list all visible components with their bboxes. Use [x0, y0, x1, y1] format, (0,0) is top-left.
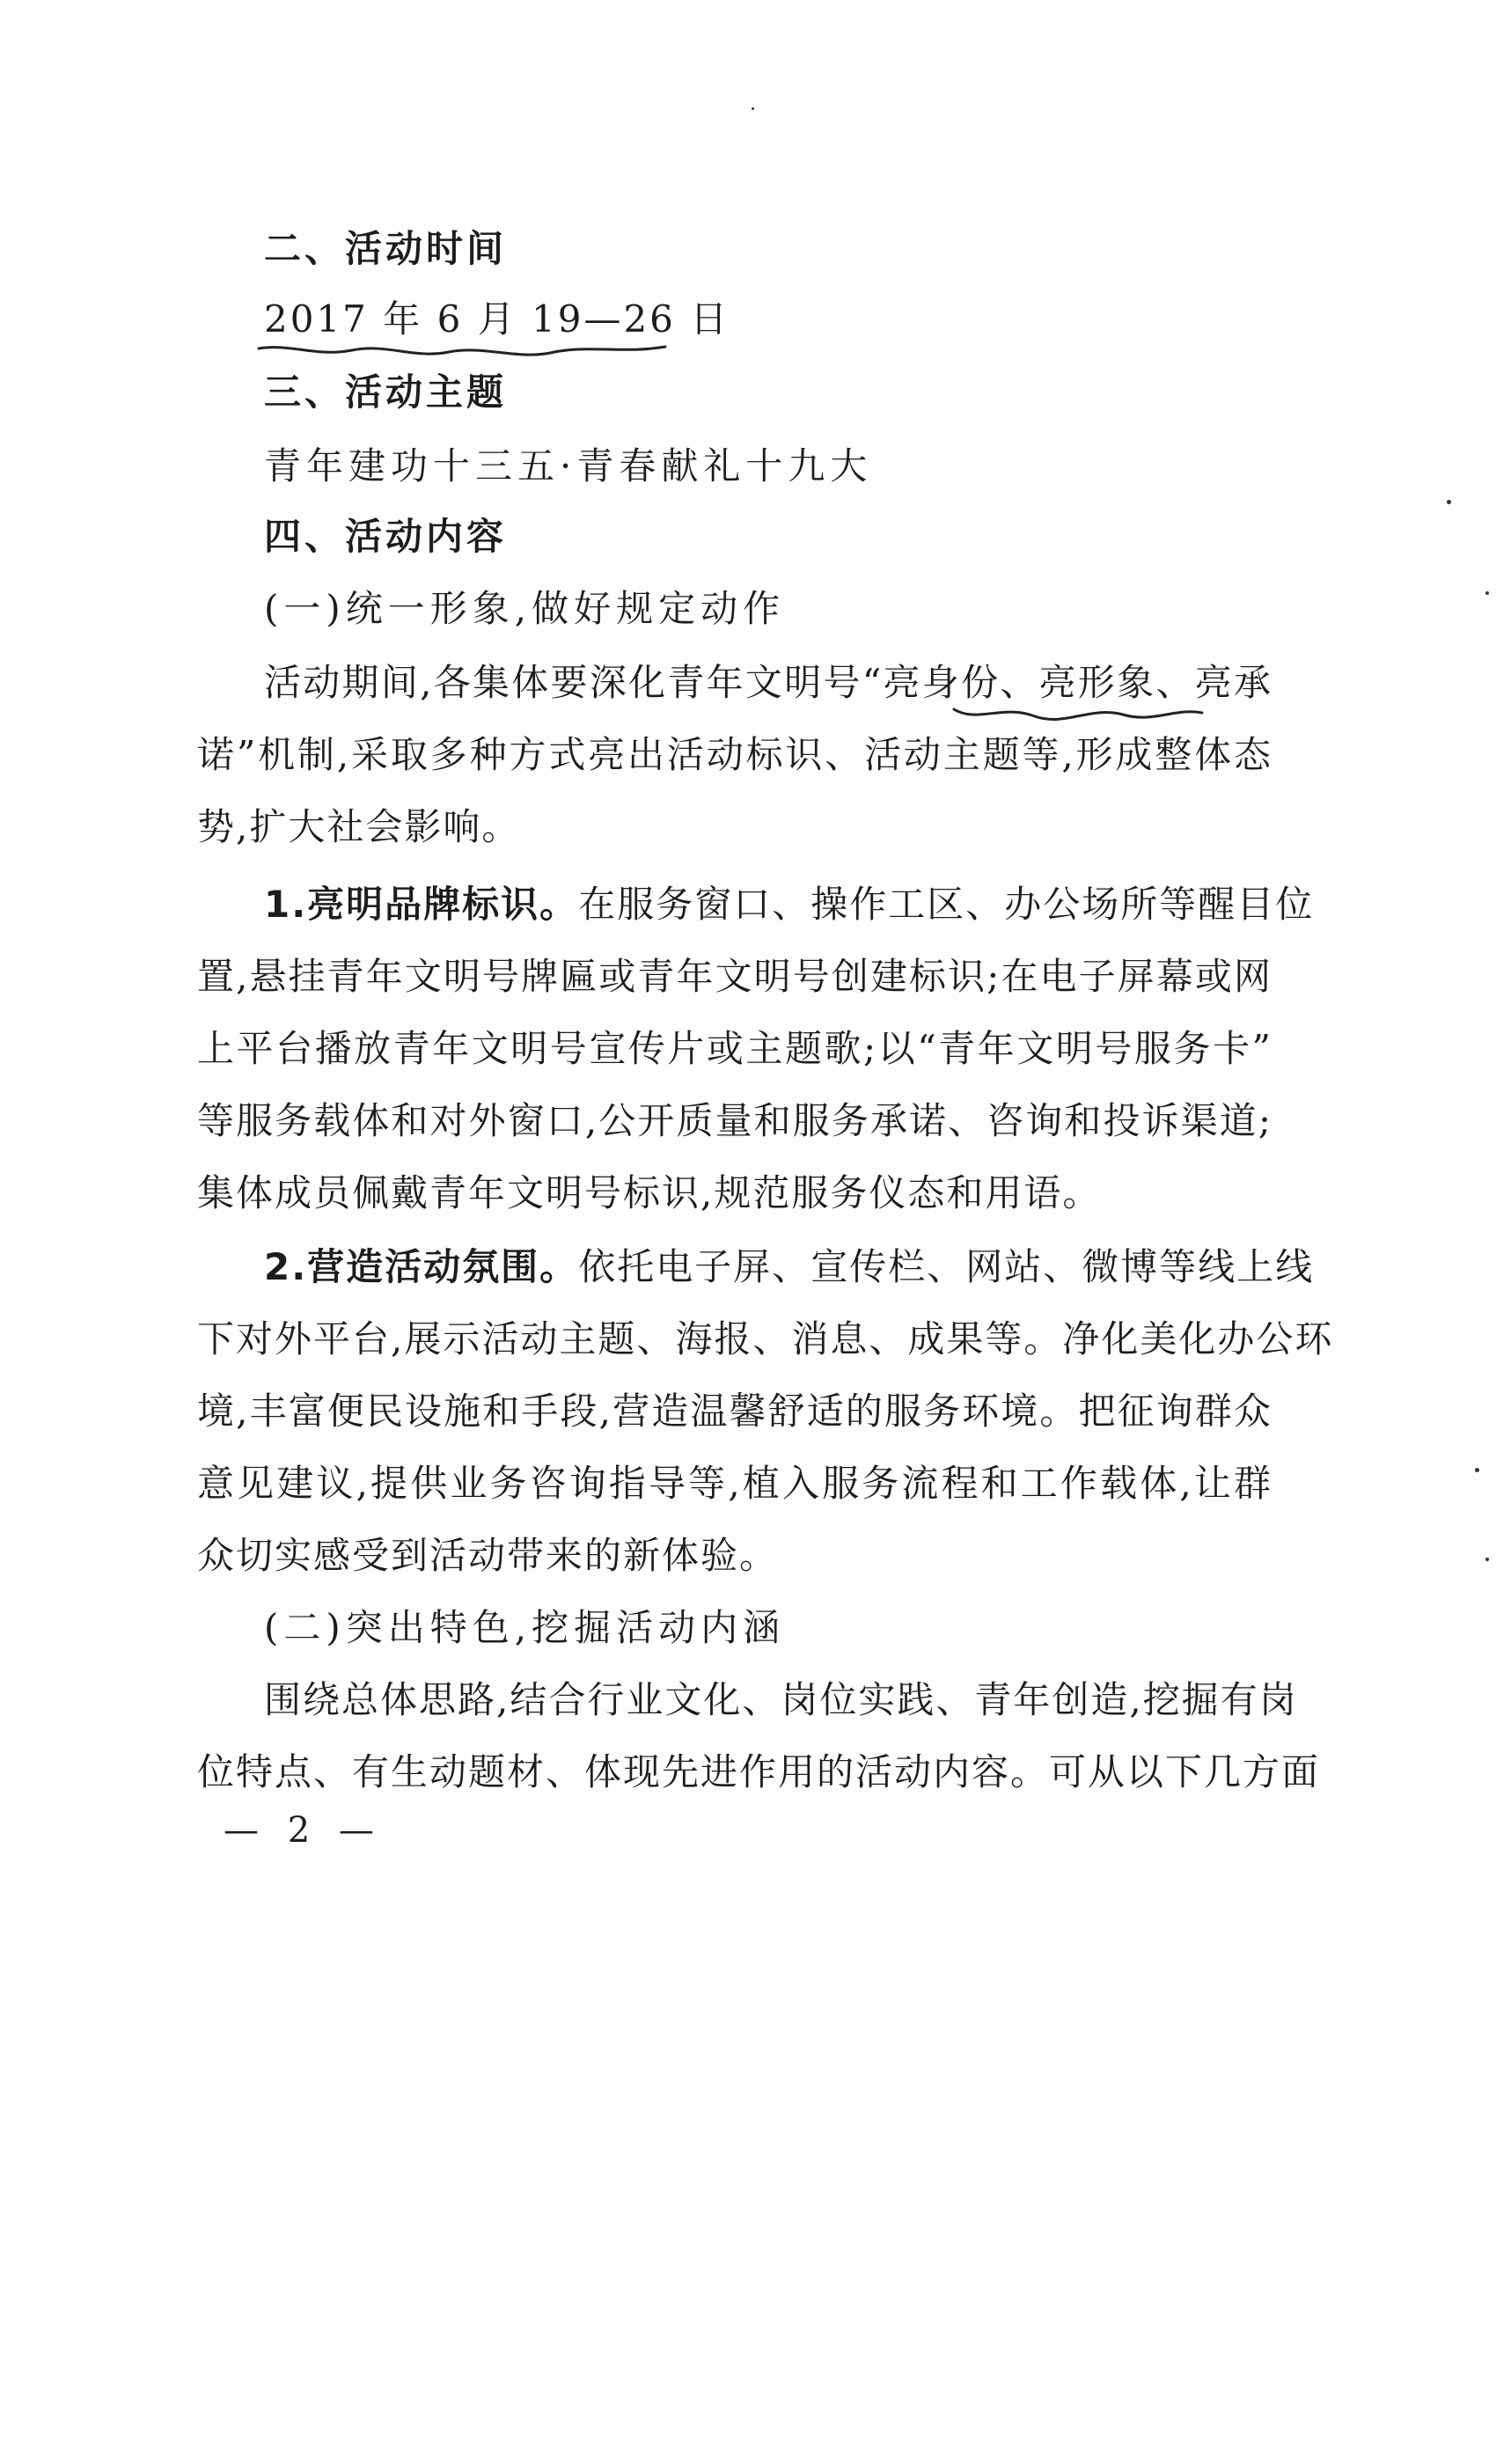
- item-1-first-line-text: 在服务窗口、操作工区、办公场所等醒目位: [578, 883, 1315, 926]
- section-heading-activity-time: 二、活动时间: [264, 227, 508, 270]
- scan-speck: [1485, 591, 1489, 595]
- paragraph-line: 等服务载体和对外窗口,公开质量和服务承诺、咨询和投诉渠道;: [197, 1099, 1272, 1142]
- paragraph-line: 集体成员佩戴青年文明号标识,规范服务仪态和用语。: [197, 1171, 1102, 1214]
- subsection-title-unified-image: (一)统一形象,做好规定动作: [264, 587, 786, 630]
- paragraph-line: 势,扩大社会影响。: [197, 805, 521, 848]
- item-1-first-line: [264, 880, 1315, 929]
- section-heading-activity-content: 四、活动内容: [264, 515, 508, 558]
- paragraph-line: 意见建议,提供业务咨询指导等,植入服务流程和工作载体,让群: [197, 1462, 1272, 1505]
- paragraph-line: 位特点、有生动题材、体现先进作用的活动内容。可从以下几方面: [197, 1750, 1321, 1793]
- paragraph-line: 活动期间,各集体要深化青年文明号“亮身份、亮形象、亮承: [264, 661, 1272, 704]
- scan-speck: [752, 107, 754, 110]
- item-2-first-line-text: 依托电子屏、宣传栏、网站、微博等线上线: [578, 1245, 1315, 1288]
- scan-speck: [1475, 1468, 1479, 1472]
- item-2-lead: 2.营造活动氛围。: [264, 1245, 579, 1288]
- paragraph-line: 境,丰富便民设施和手段,营造温馨舒适的服务环境。把征询群众: [197, 1390, 1272, 1433]
- section-heading-activity-theme: 三、活动主题: [264, 370, 508, 414]
- item-1-lead: 1.亮明品牌标识。: [264, 883, 579, 926]
- paragraph-line: 围绕总体思路,结合行业文化、岗位实践、青年创造,挖掘有岗: [264, 1678, 1298, 1721]
- activity-date: 2017 年 6 月 19—26 日: [264, 297, 730, 341]
- paragraph-line: 众切实感受到活动带来的新体验。: [197, 1534, 779, 1577]
- item-2-first-line: [264, 1243, 1315, 1292]
- page-number: — 2 —: [224, 1810, 383, 1851]
- activity-theme: 青年建功十三五·青春献礼十九大: [264, 444, 873, 488]
- subsection-title-highlight-features: (二)突出特色,挖掘活动内涵: [264, 1606, 786, 1649]
- paragraph-line: 下对外平台,展示活动主题、海报、消息、成果等。净化美化办公环: [197, 1317, 1334, 1360]
- paragraph-line: 置,悬挂青年文明号牌匾或青年文明号创建标识;在电子屏幕或网: [197, 955, 1272, 998]
- paragraph-line: 诺”机制,采取多种方式亮出活动标识、活动主题等,形成整体态: [197, 733, 1272, 776]
- scan-speck: [1485, 1558, 1489, 1561]
- scan-speck: [1447, 500, 1451, 504]
- paragraph-line: 上平台播放青年文明号宣传片或主题歌;以“青年文明号服务卡”: [197, 1027, 1272, 1070]
